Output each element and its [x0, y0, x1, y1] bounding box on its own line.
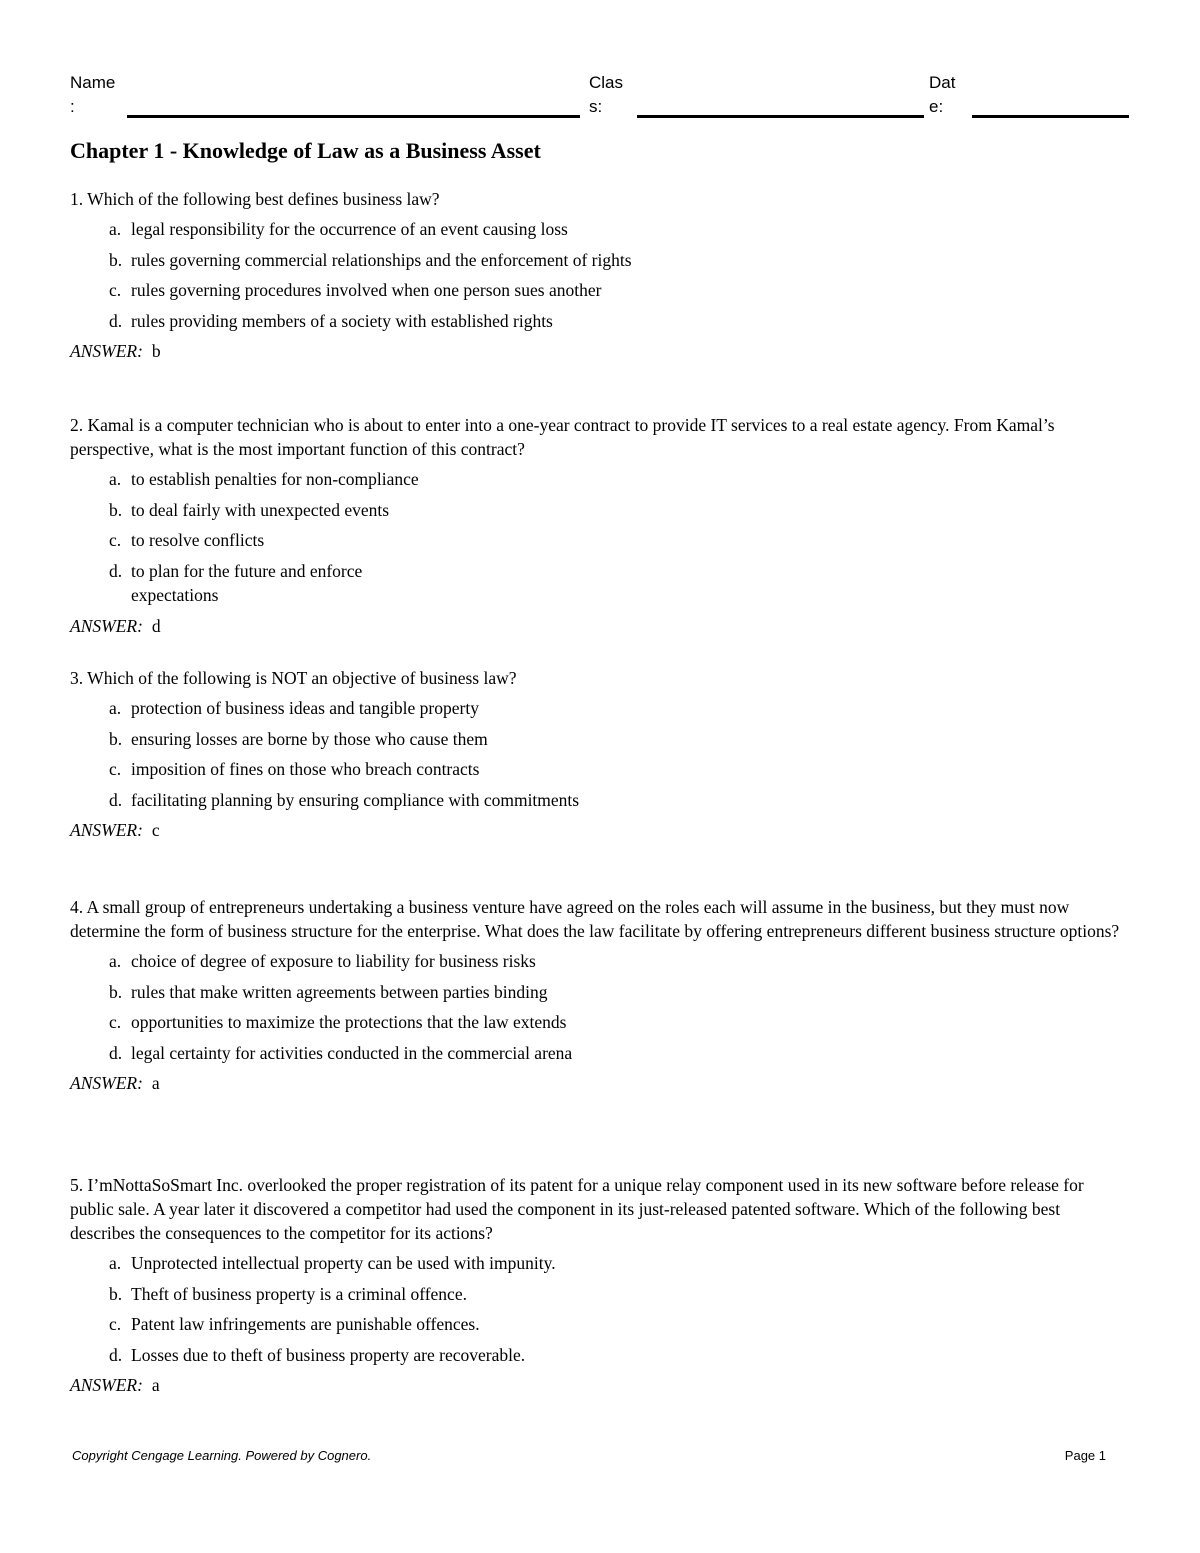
- option-d: [70, 788, 581, 813]
- answer-line: [70, 339, 1120, 363]
- question-1: [70, 187, 1120, 363]
- option-text: facilitating planning by ensuring compliance with commitments: [131, 789, 580, 810]
- option-b: [70, 1282, 1120, 1307]
- question-stem: 1. Which of the following best defines business law?: [70, 189, 440, 209]
- option-list: [70, 467, 1120, 608]
- option-text: imposition of fines on those who breach contracts: [131, 759, 480, 779]
- copyright-text: Copyright Cengage Learning. Powered by Cognero.: [72, 1448, 372, 1463]
- answer-value: a: [151, 1073, 160, 1093]
- class-field[interactable]: [637, 115, 924, 118]
- question-stem: 4. A small group of entrepreneurs undertaking a business venture have agreed on the roles each will assume in the business, but they must now determine the form of business structure for the enterprise. What does the law facilitate by offering entrepreneurs different business structure options?: [70, 897, 1120, 941]
- name-field[interactable]: [127, 115, 580, 118]
- answer-line: [70, 614, 1120, 638]
- option-letter: b.: [109, 981, 123, 1002]
- option-b: [70, 248, 711, 273]
- option-text: to establish penalties for non-compliance: [131, 469, 419, 489]
- option-b: [70, 498, 1120, 523]
- option-letter: c.: [109, 1012, 122, 1032]
- option-letter: c.: [109, 280, 122, 300]
- option-letter: d.: [109, 1344, 123, 1365]
- option-list: [70, 949, 1120, 1065]
- question-4: [70, 895, 1120, 1095]
- option-text: to resolve conflicts: [131, 530, 265, 550]
- option-text: Losses due to theft of business property are recoverable.: [131, 1344, 526, 1365]
- class-suffix: s:: [589, 97, 603, 116]
- option-a: [70, 217, 1120, 242]
- option-c: [70, 1312, 1120, 1337]
- option-c: [70, 528, 1120, 553]
- option-letter: d.: [109, 310, 123, 331]
- option-letter: d.: [109, 789, 123, 810]
- question-stem: 2. Kamal is a computer technician who is about to enter into a one-year contract to provide IT services to a real estate agency. From Kamal’s perspective, what is the most important function of this contract?: [70, 415, 1055, 459]
- option-c: [70, 278, 1120, 303]
- question-5: [70, 1173, 1120, 1397]
- answer-label: ANSWER:: [70, 1375, 143, 1395]
- option-letter: a.: [109, 219, 122, 239]
- option-d: [70, 1343, 1120, 1368]
- answer-label: ANSWER:: [70, 820, 143, 840]
- option-text: Unprotected intellectual property can be used with impunity.: [131, 1253, 556, 1273]
- answer-label: ANSWER:: [70, 1073, 143, 1093]
- option-letter: a.: [109, 951, 122, 971]
- date-suffix: e:: [929, 97, 944, 116]
- option-c: [70, 1010, 1120, 1035]
- option-letter: b.: [109, 249, 123, 270]
- option-text: choice of degree of exposure to liability for business risks: [131, 951, 536, 971]
- option-letter: c.: [109, 530, 122, 550]
- option-text: rules governing commercial relationships and the enforcement of rights: [131, 249, 632, 270]
- option-letter: d.: [109, 1042, 123, 1063]
- option-text: rules governing procedures involved when one person sues another: [131, 280, 602, 300]
- answer-label: ANSWER:: [70, 341, 143, 361]
- page-title: Chapter 1 - Knowledge of Law as a Business Asset: [70, 138, 541, 163]
- answer-value: c: [151, 820, 160, 840]
- option-d: [70, 559, 431, 608]
- option-b: [70, 727, 1120, 752]
- option-letter: c.: [109, 759, 122, 779]
- option-letter: b.: [109, 1283, 123, 1304]
- option-text: legal certainty for activities conducted in the commercial arena: [131, 1042, 573, 1063]
- option-text: to deal fairly with unexpected events: [131, 499, 390, 520]
- option-letter: b.: [109, 499, 123, 520]
- option-text: protection of business ideas and tangible property: [131, 698, 479, 718]
- answer-line: [70, 818, 1120, 842]
- option-text: to plan for the future and enforce expectations: [131, 560, 363, 605]
- option-a: [70, 1251, 1120, 1276]
- option-c: [70, 757, 1120, 782]
- option-a: [70, 467, 1120, 492]
- date-field[interactable]: [972, 115, 1129, 118]
- option-text: ensuring losses are borne by those who cause them: [131, 728, 488, 749]
- page-number: Page 1: [1064, 1448, 1106, 1463]
- option-letter: a.: [109, 1253, 122, 1273]
- name-colon: :: [70, 97, 75, 116]
- option-letter: b.: [109, 728, 123, 749]
- answer-line: [70, 1071, 1120, 1095]
- date-label: Dat: [929, 73, 956, 92]
- option-a: [70, 696, 1120, 721]
- answer-value: b: [151, 341, 161, 361]
- name-label: Name: [70, 73, 116, 92]
- answer-line: [70, 1373, 1120, 1397]
- answer-value: a: [151, 1375, 160, 1395]
- option-text: legal responsibility for the occurrence of an event causing loss: [131, 219, 568, 239]
- answer-label: ANSWER:: [70, 615, 143, 636]
- option-letter: d.: [109, 560, 123, 581]
- option-a: [70, 949, 1120, 974]
- option-list: [70, 217, 1120, 333]
- option-list: [70, 1251, 1120, 1367]
- question-2: [70, 413, 1120, 638]
- option-letter: a.: [109, 698, 122, 718]
- option-d: [70, 309, 1120, 334]
- question-stem: 3. Which of the following is NOT an objective of business law?: [70, 668, 517, 688]
- option-letter: a.: [109, 469, 122, 489]
- answer-value: d: [151, 615, 161, 636]
- option-text: opportunities to maximize the protections that the law extends: [131, 1012, 567, 1032]
- question-stem: 5. I’mNottaSoSmart Inc. overlooked the proper registration of its patent for a unique relay component used in its new software before release for public sale. A year later it discovered a competitor had used the component in its just-released patented software. Which of the following best describes the consequences to the competitor for its actions?: [70, 1175, 1084, 1243]
- option-b: [70, 980, 1120, 1005]
- option-text: rules providing members of a society with established rights: [131, 310, 553, 331]
- question-3: [70, 666, 1120, 842]
- option-text: rules that make written agreements between parties binding: [131, 981, 548, 1002]
- class-label: Clas: [589, 73, 624, 92]
- option-text: Patent law infringements are punishable offences.: [131, 1314, 480, 1334]
- option-list: [70, 696, 1120, 812]
- option-text: Theft of business property is a criminal offence.: [131, 1283, 467, 1304]
- option-letter: c.: [109, 1314, 122, 1334]
- option-d: [70, 1041, 641, 1066]
